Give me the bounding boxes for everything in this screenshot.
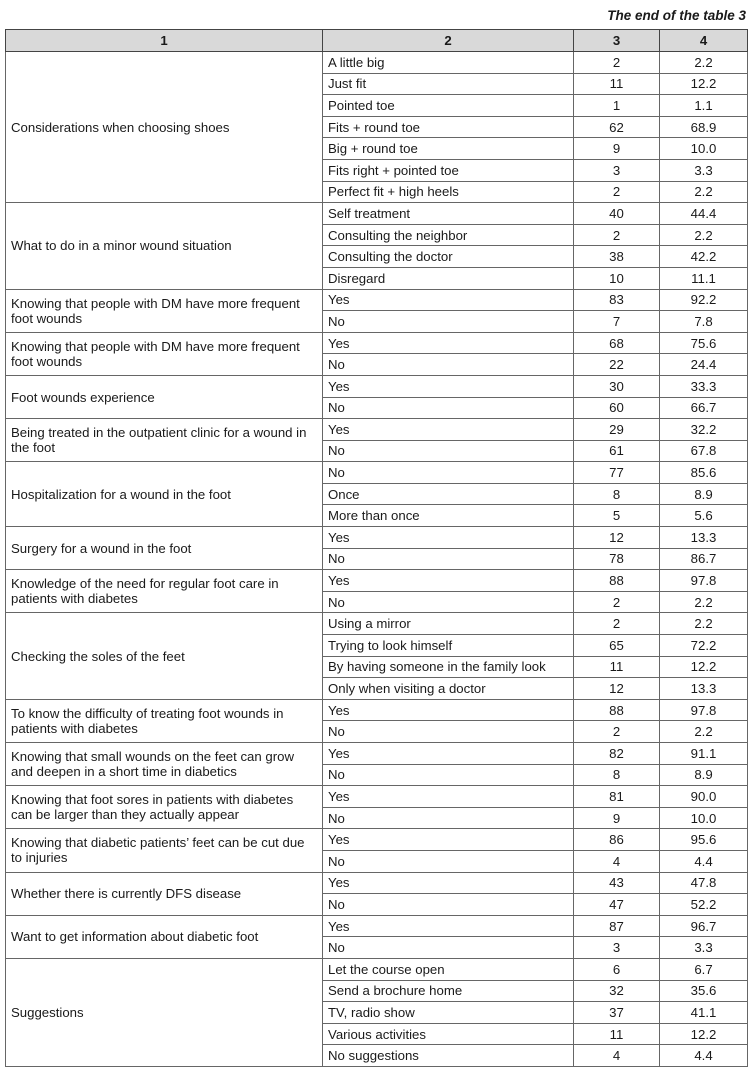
answer-cell: Only when visiting a doctor — [323, 678, 574, 700]
percent-cell: 4.4 — [660, 850, 748, 872]
answer-cell: Yes — [323, 419, 574, 441]
table-row — [6, 958, 748, 980]
table-row — [6, 375, 748, 397]
count-cell: 11 — [574, 656, 660, 678]
count-cell: 2 — [574, 181, 660, 203]
percent-cell: 90.0 — [660, 786, 748, 808]
count-cell: 2 — [574, 52, 660, 74]
table-row — [6, 203, 748, 225]
count-cell: 77 — [574, 462, 660, 484]
answer-cell: No — [323, 721, 574, 743]
count-cell: 43 — [574, 872, 660, 894]
percent-cell: 91.1 — [660, 743, 748, 765]
question-cell: Knowing that small wounds on the feet can grow and deepen in a short time in diabetics — [6, 743, 323, 786]
table-row — [6, 419, 748, 441]
count-cell: 11 — [574, 73, 660, 95]
count-cell: 12 — [574, 527, 660, 549]
count-cell: 88 — [574, 570, 660, 592]
answer-cell: No — [323, 462, 574, 484]
answer-cell: No — [323, 591, 574, 613]
question-cell: Surgery for a wound in the foot — [6, 527, 323, 570]
count-cell: 30 — [574, 375, 660, 397]
header-col-1: 1 — [6, 30, 323, 52]
count-cell: 65 — [574, 635, 660, 657]
answer-cell: No — [323, 807, 574, 829]
percent-cell: 13.3 — [660, 527, 748, 549]
answer-cell: Yes — [323, 915, 574, 937]
percent-cell: 42.2 — [660, 246, 748, 268]
answer-cell: Send a brochure home — [323, 980, 574, 1002]
table-row — [6, 743, 748, 765]
count-cell: 7 — [574, 311, 660, 333]
percent-cell: 44.4 — [660, 203, 748, 225]
percent-cell: 72.2 — [660, 635, 748, 657]
percent-cell: 35.6 — [660, 980, 748, 1002]
count-cell: 3 — [574, 159, 660, 181]
answer-cell: By having someone in the family look — [323, 656, 574, 678]
count-cell: 82 — [574, 743, 660, 765]
count-cell: 2 — [574, 591, 660, 613]
percent-cell: 2.2 — [660, 181, 748, 203]
count-cell: 5 — [574, 505, 660, 527]
question-cell: Knowing that people with DM have more frequent foot wounds — [6, 332, 323, 375]
answer-cell: No — [323, 850, 574, 872]
table-row — [6, 872, 748, 894]
count-cell: 9 — [574, 138, 660, 160]
percent-cell: 97.8 — [660, 699, 748, 721]
count-cell: 87 — [574, 915, 660, 937]
percent-cell: 11.1 — [660, 267, 748, 289]
percent-cell: 13.3 — [660, 678, 748, 700]
answer-cell: No — [323, 311, 574, 333]
count-cell: 12 — [574, 678, 660, 700]
answer-cell: Once — [323, 483, 574, 505]
table-row — [6, 829, 748, 851]
answer-cell: No — [323, 397, 574, 419]
answer-cell: Pointed toe — [323, 95, 574, 117]
question-cell: What to do in a minor wound situation — [6, 203, 323, 289]
answer-cell: No — [323, 764, 574, 786]
percent-cell: 95.6 — [660, 829, 748, 851]
answer-cell: No — [323, 354, 574, 376]
count-cell: 68 — [574, 332, 660, 354]
answer-cell: Yes — [323, 829, 574, 851]
percent-cell: 66.7 — [660, 397, 748, 419]
percent-cell: 67.8 — [660, 440, 748, 462]
percent-cell: 12.2 — [660, 73, 748, 95]
answer-cell: Yes — [323, 332, 574, 354]
answer-cell: Yes — [323, 743, 574, 765]
percent-cell: 2.2 — [660, 721, 748, 743]
percent-cell: 10.0 — [660, 138, 748, 160]
table-row — [6, 915, 748, 937]
percent-cell: 75.6 — [660, 332, 748, 354]
question-cell: Whether there is currently DFS disease — [6, 872, 323, 915]
count-cell: 32 — [574, 980, 660, 1002]
table-row — [6, 699, 748, 721]
answer-cell: Various activities — [323, 1023, 574, 1045]
count-cell: 10 — [574, 267, 660, 289]
answer-cell: More than once — [323, 505, 574, 527]
answer-cell: Let the course open — [323, 958, 574, 980]
percent-cell: 52.2 — [660, 894, 748, 916]
count-cell: 38 — [574, 246, 660, 268]
percent-cell: 96.7 — [660, 915, 748, 937]
count-cell: 2 — [574, 721, 660, 743]
table-body — [6, 52, 748, 1067]
count-cell: 78 — [574, 548, 660, 570]
table-row — [6, 570, 748, 592]
question-cell: Knowing that people with DM have more frequent foot wounds — [6, 289, 323, 332]
count-cell: 6 — [574, 958, 660, 980]
table-header — [6, 30, 748, 52]
percent-cell: 12.2 — [660, 1023, 748, 1045]
table-row — [6, 786, 748, 808]
table-row — [6, 52, 748, 74]
question-cell: Knowledge of the need for regular foot care in patients with diabetes — [6, 570, 323, 613]
count-cell: 60 — [574, 397, 660, 419]
count-cell: 2 — [574, 224, 660, 246]
answer-cell: Using a mirror — [323, 613, 574, 635]
answer-cell: Consulting the neighbor — [323, 224, 574, 246]
question-cell: Foot wounds experience — [6, 375, 323, 418]
answer-cell: A little big — [323, 52, 574, 74]
count-cell: 83 — [574, 289, 660, 311]
percent-cell: 3.3 — [660, 159, 748, 181]
table-row — [6, 289, 748, 311]
percent-cell: 2.2 — [660, 591, 748, 613]
percent-cell: 33.3 — [660, 375, 748, 397]
percent-cell: 3.3 — [660, 937, 748, 959]
count-cell: 4 — [574, 850, 660, 872]
answer-cell: Perfect fit + high heels — [323, 181, 574, 203]
answer-cell: No — [323, 937, 574, 959]
count-cell: 22 — [574, 354, 660, 376]
header-col-4: 4 — [660, 30, 748, 52]
question-cell: Considerations when choosing shoes — [6, 52, 323, 203]
percent-cell: 2.2 — [660, 52, 748, 74]
percent-cell: 86.7 — [660, 548, 748, 570]
header-col-3: 3 — [574, 30, 660, 52]
percent-cell: 8.9 — [660, 483, 748, 505]
answer-cell: Yes — [323, 786, 574, 808]
percent-cell: 7.8 — [660, 311, 748, 333]
table-row — [6, 613, 748, 635]
answer-cell: Disregard — [323, 267, 574, 289]
answer-cell: Trying to look himself — [323, 635, 574, 657]
table-caption: The end of the table 3 — [607, 8, 746, 23]
count-cell: 11 — [574, 1023, 660, 1045]
percent-cell: 8.9 — [660, 764, 748, 786]
count-cell: 1 — [574, 95, 660, 117]
answer-cell: Fits + round toe — [323, 116, 574, 138]
count-cell: 3 — [574, 937, 660, 959]
table-row — [6, 462, 748, 484]
percent-cell: 68.9 — [660, 116, 748, 138]
percent-cell: 10.0 — [660, 807, 748, 829]
count-cell: 88 — [574, 699, 660, 721]
answer-cell: Yes — [323, 289, 574, 311]
answer-cell: Just fit — [323, 73, 574, 95]
percent-cell: 12.2 — [660, 656, 748, 678]
answer-cell: No — [323, 440, 574, 462]
count-cell: 37 — [574, 1002, 660, 1024]
answer-cell: Consulting the doctor — [323, 246, 574, 268]
question-cell: To know the difficulty of treating foot wounds in patients with diabetes — [6, 699, 323, 742]
percent-cell: 32.2 — [660, 419, 748, 441]
question-cell: Being treated in the outpatient clinic for a wound in the foot — [6, 419, 323, 462]
percent-cell: 97.8 — [660, 570, 748, 592]
percent-cell: 41.1 — [660, 1002, 748, 1024]
header-col-2: 2 — [323, 30, 574, 52]
question-cell: Checking the soles of the feet — [6, 613, 323, 699]
count-cell: 4 — [574, 1045, 660, 1067]
count-cell: 61 — [574, 440, 660, 462]
count-cell: 29 — [574, 419, 660, 441]
answer-cell: Self treatment — [323, 203, 574, 225]
count-cell: 86 — [574, 829, 660, 851]
survey-table — [5, 29, 748, 1067]
question-cell: Hospitalization for a wound in the foot — [6, 462, 323, 527]
table-row — [6, 332, 748, 354]
count-cell: 62 — [574, 116, 660, 138]
percent-cell: 85.6 — [660, 462, 748, 484]
answer-cell: Big + round toe — [323, 138, 574, 160]
percent-cell: 5.6 — [660, 505, 748, 527]
question-cell: Want to get information about diabetic foot — [6, 915, 323, 958]
percent-cell: 6.7 — [660, 958, 748, 980]
count-cell: 47 — [574, 894, 660, 916]
answer-cell: Yes — [323, 375, 574, 397]
header-row — [6, 30, 748, 52]
answer-cell: No suggestions — [323, 1045, 574, 1067]
table-row — [6, 527, 748, 549]
answer-cell: Yes — [323, 699, 574, 721]
percent-cell: 47.8 — [660, 872, 748, 894]
percent-cell: 92.2 — [660, 289, 748, 311]
percent-cell: 1.1 — [660, 95, 748, 117]
answer-cell: No — [323, 894, 574, 916]
count-cell: 8 — [574, 764, 660, 786]
answer-cell: Yes — [323, 527, 574, 549]
percent-cell: 2.2 — [660, 613, 748, 635]
question-cell: Knowing that diabetic patients’ feet can be cut due to injuries — [6, 829, 323, 872]
answer-cell: Fits right + pointed toe — [323, 159, 574, 181]
percent-cell: 24.4 — [660, 354, 748, 376]
answer-cell: Yes — [323, 872, 574, 894]
count-cell: 40 — [574, 203, 660, 225]
count-cell: 81 — [574, 786, 660, 808]
count-cell: 9 — [574, 807, 660, 829]
question-cell: Knowing that foot sores in patients with diabetes can be larger than they actually appear — [6, 786, 323, 829]
question-cell: Suggestions — [6, 958, 323, 1066]
percent-cell: 4.4 — [660, 1045, 748, 1067]
answer-cell: TV, radio show — [323, 1002, 574, 1024]
percent-cell: 2.2 — [660, 224, 748, 246]
answer-cell: Yes — [323, 570, 574, 592]
count-cell: 8 — [574, 483, 660, 505]
count-cell: 2 — [574, 613, 660, 635]
answer-cell: No — [323, 548, 574, 570]
